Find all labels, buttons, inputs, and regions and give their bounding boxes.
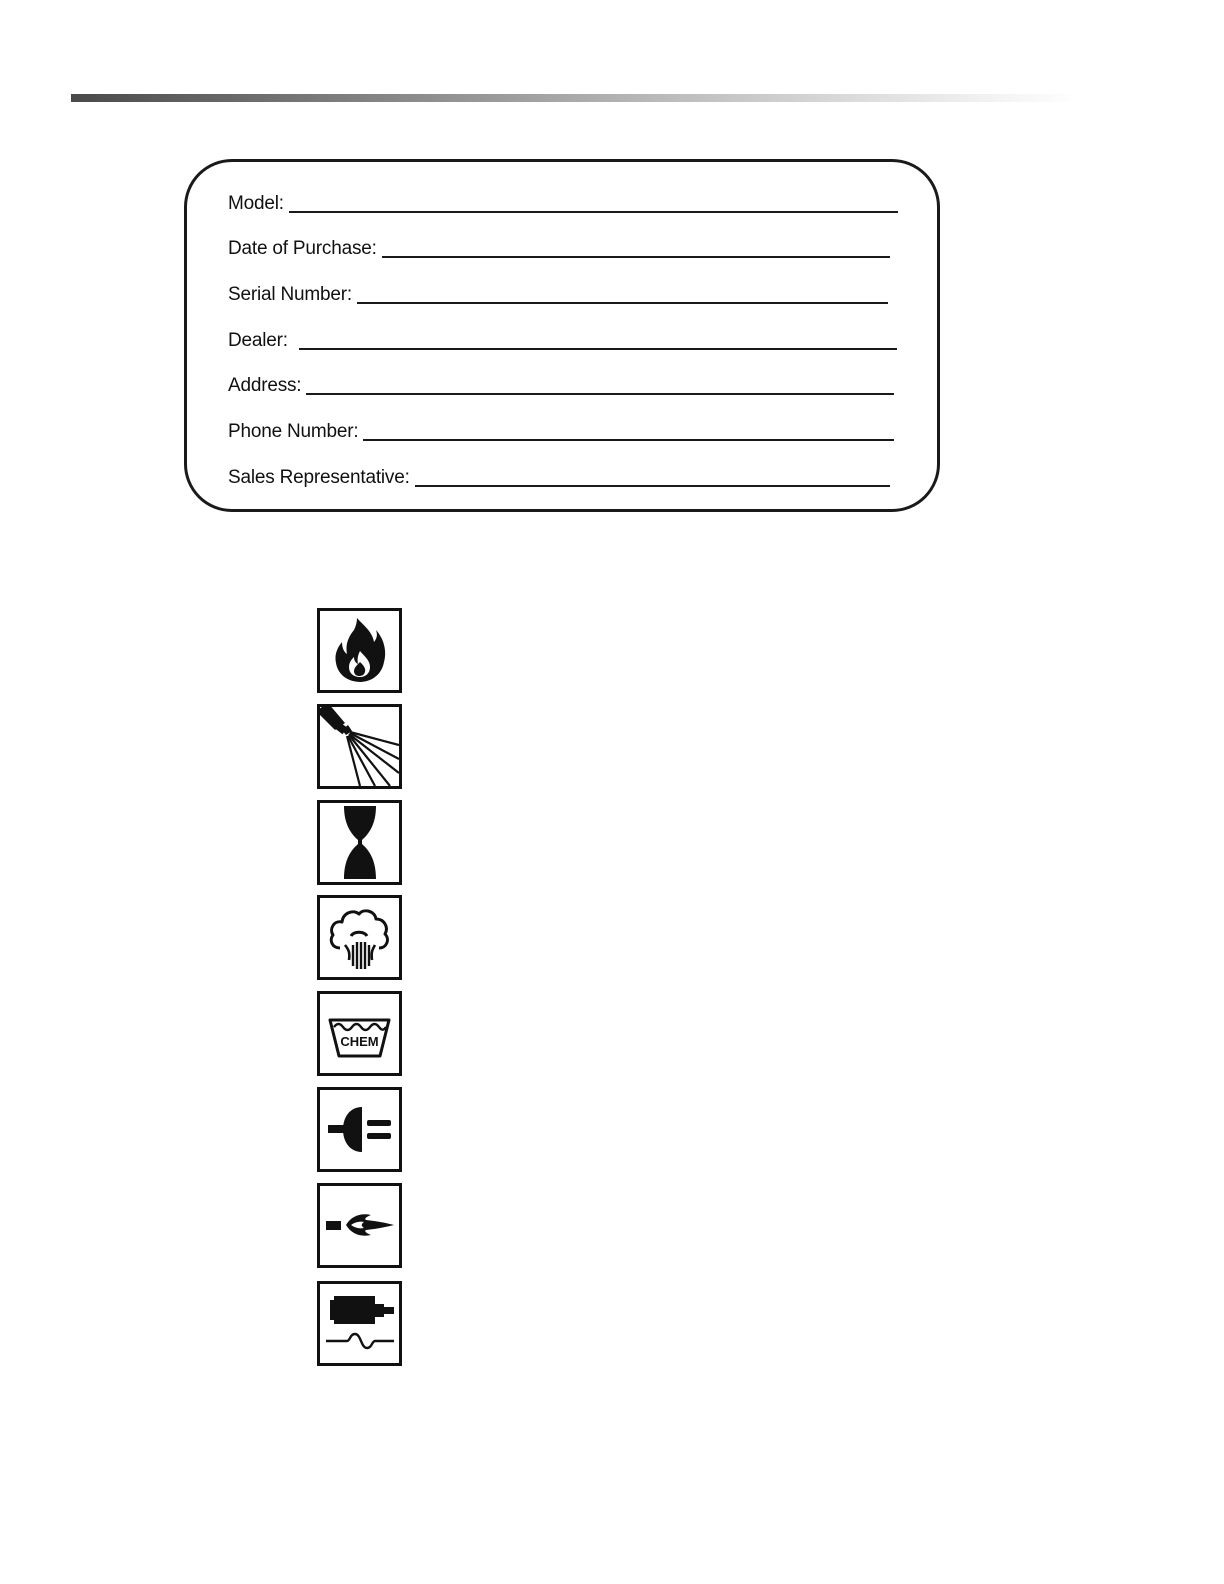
phone-number-line	[363, 439, 894, 441]
chem-label: CHEM	[340, 1034, 379, 1049]
sales-representative-label: Sales Representative:	[228, 467, 410, 488]
dealer-row	[228, 330, 897, 352]
chemical-wash-icon	[317, 991, 402, 1076]
hourglass-icon	[317, 800, 402, 885]
serial-number-label: Serial Number:	[228, 284, 352, 305]
header-rule	[71, 94, 1081, 102]
dealer-label: Dealer:	[228, 330, 288, 351]
date-of-purchase-line	[382, 256, 890, 258]
date-of-purchase-label: Date of Purchase:	[228, 238, 377, 259]
model-label: Model:	[228, 193, 284, 214]
model-line	[289, 211, 898, 213]
owner-record-box	[184, 159, 940, 512]
address-row	[228, 375, 894, 397]
phone-number-label: Phone Number:	[228, 421, 359, 442]
date-of-purchase-row	[228, 238, 890, 260]
steam-vapor-icon	[317, 895, 402, 980]
address-label: Address:	[228, 375, 302, 396]
dealer-line	[299, 348, 897, 350]
serial-number-line	[357, 302, 888, 304]
high-pressure-spray-icon	[317, 704, 402, 789]
address-line	[306, 393, 894, 395]
model-row	[228, 193, 898, 215]
electric-plug-icon	[317, 1087, 402, 1172]
flammable-fire-icon	[317, 608, 402, 693]
sales-representative-line	[415, 485, 890, 487]
engine-motor-icon	[317, 1281, 402, 1366]
serial-number-row	[228, 284, 888, 306]
phone-number-row	[228, 421, 894, 443]
sales-representative-row	[228, 467, 890, 489]
gas-flame-burner-icon	[317, 1183, 402, 1268]
